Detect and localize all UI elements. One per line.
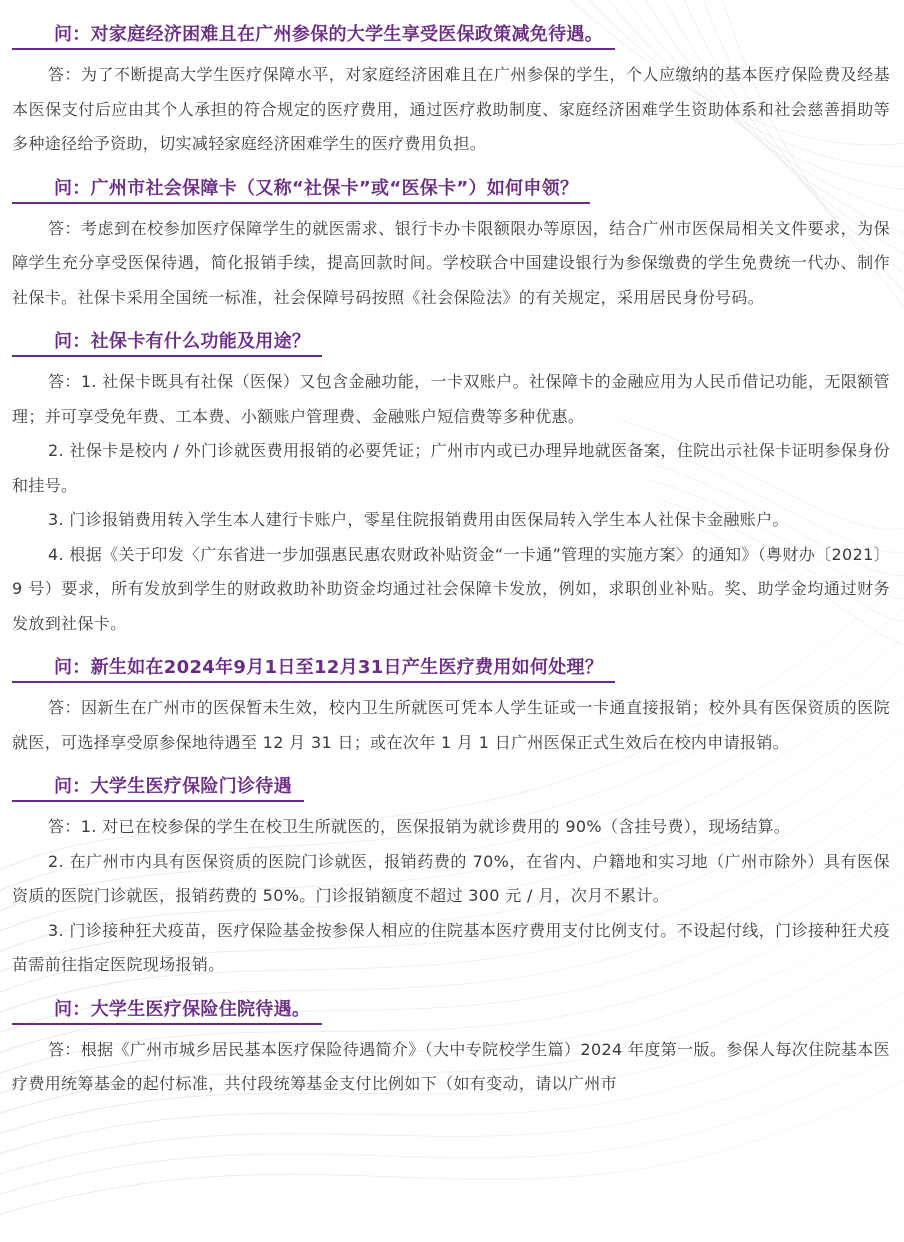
answer-paragraph: 答：因新生在广州市的医保暂未生效，校内卫生所就医可凭本人学生证或一卡通直接报销；校外具有医保资质的医院就医，可选择享受原参保地待遇至 12 月 31 日；或在次年 1 月 1 日广州医保正式生效后在校内申请报销。: [12, 698, 890, 752]
answer-paragraph: 答：根据《广州市城乡居民基本医疗保险待遇简介》（大中专院校学生篇）2024 年度第一版。参保人每次住院基本医疗费用统筹基金的起付标准，共付段统筹基金支付比例如下（如有变动，请以广州市: [12, 1039, 890, 1093]
question-heading: 问：社保卡有什么功能及用途？: [12, 327, 322, 357]
faq-item-new-student-expenses: [12, 653, 890, 760]
answer-paragraph: 3. 门诊接种狂犬疫苗，医疗保险基金按参保人相应的住院基本医疗费用支付比例支付。不设起付线，门诊接种狂犬疫苗需前往指定医院现场报销。: [12, 920, 890, 974]
answer-paragraph: 答：1. 对已在校参保的学生在校卫生所就医的，医保报销为就诊费用的 90%（含挂号费），现场结算。: [48, 817, 791, 836]
question-heading: 问：大学生医疗保险门诊待遇: [12, 772, 304, 802]
answer-paragraph: 3. 门诊报销费用转入学生本人建行卡账户，零星住院报销费用由医保局转入学生本人社保卡金融账户。: [48, 510, 789, 529]
question-heading: 问：广州市社会保障卡（又称“社保卡”或“医保卡”）如何申领？: [12, 174, 590, 204]
faq-item-outpatient-benefits: [12, 772, 890, 983]
question-heading: 问：大学生医疗保险住院待遇。: [12, 995, 322, 1025]
question-heading: 问：新生如在2024年9月1日至12月31日产生医疗费用如何处理？: [12, 653, 615, 683]
answer-paragraph: 2. 社保卡是校内 / 外门诊就医费用报销的必要凭证；广州市内或已办理异地就医备案，住院出示社保卡证明参保身份和挂号。: [12, 441, 890, 495]
faq-item-inpatient-benefits: [12, 995, 890, 1102]
faq-item-social-security-card: [12, 174, 890, 316]
answer-paragraph: 答：1. 社保卡既具有社保（医保）又包含金融功能，一卡双账户。社保障卡的金融应用为人民币借记功能，无限额管理；并可享受免年费、工本费、小额账户管理费、金融账户短信费等多种优惠。: [12, 372, 890, 426]
answer-paragraph: 答：为了不断提高大学生医疗保障水平，对家庭经济困难且在广州参保的学生，个人应缴纳的基本医疗保险费及经基本医保支付后应由其个人承担的符合规定的医疗费用，通过医疗救助制度、家庭经济困难学生资助体系和社会慈善捐助等多种途径给予资助，切实减轻家庭经济困难学生的医疗费用负担。: [12, 65, 890, 153]
faq-item-financial-hardship: [12, 20, 890, 162]
faq-item-card-functions: [12, 327, 890, 641]
answer-paragraph: 4. 根据《关于印发〈广东省进一步加强惠民惠农财政补贴资金“一卡通”管理的实施方案〉的通知》（粤财办〔2021〕9 号）要求，所有发放到学生的财政救助补助资金均通过社会保障卡发放，例如，求职创业补贴。奖、助学金均通过财务发放到社保卡。: [12, 544, 890, 633]
question-heading: 问：对家庭经济困难且在广州参保的大学生享受医保政策减免待遇。: [12, 20, 615, 50]
answer-paragraph: 2. 在广州市内具有医保资质的医院门诊就医，报销药费的 70%，在省内、户籍地和实习地（广州市除外）具有医保资质的医院门诊就医，报销药费的 50%。门诊报销额度不超过 300 元 / 月，次月不累计。: [12, 851, 890, 905]
answer-paragraph: 答：考虑到在校参加医疗保障学生的就医需求、银行卡办卡限额限办等原因，结合广州市医保局相关文件要求，为保障学生充分享受医保待遇，简化报销手续，提高回款时间。学校联合中国建设银行为参保缴费的学生免费统一代办、制作社保卡。社保卡采用全国统一标准，社会保障号码按照《社会保险法》的有关规定，采用居民身份号码。: [12, 218, 890, 307]
